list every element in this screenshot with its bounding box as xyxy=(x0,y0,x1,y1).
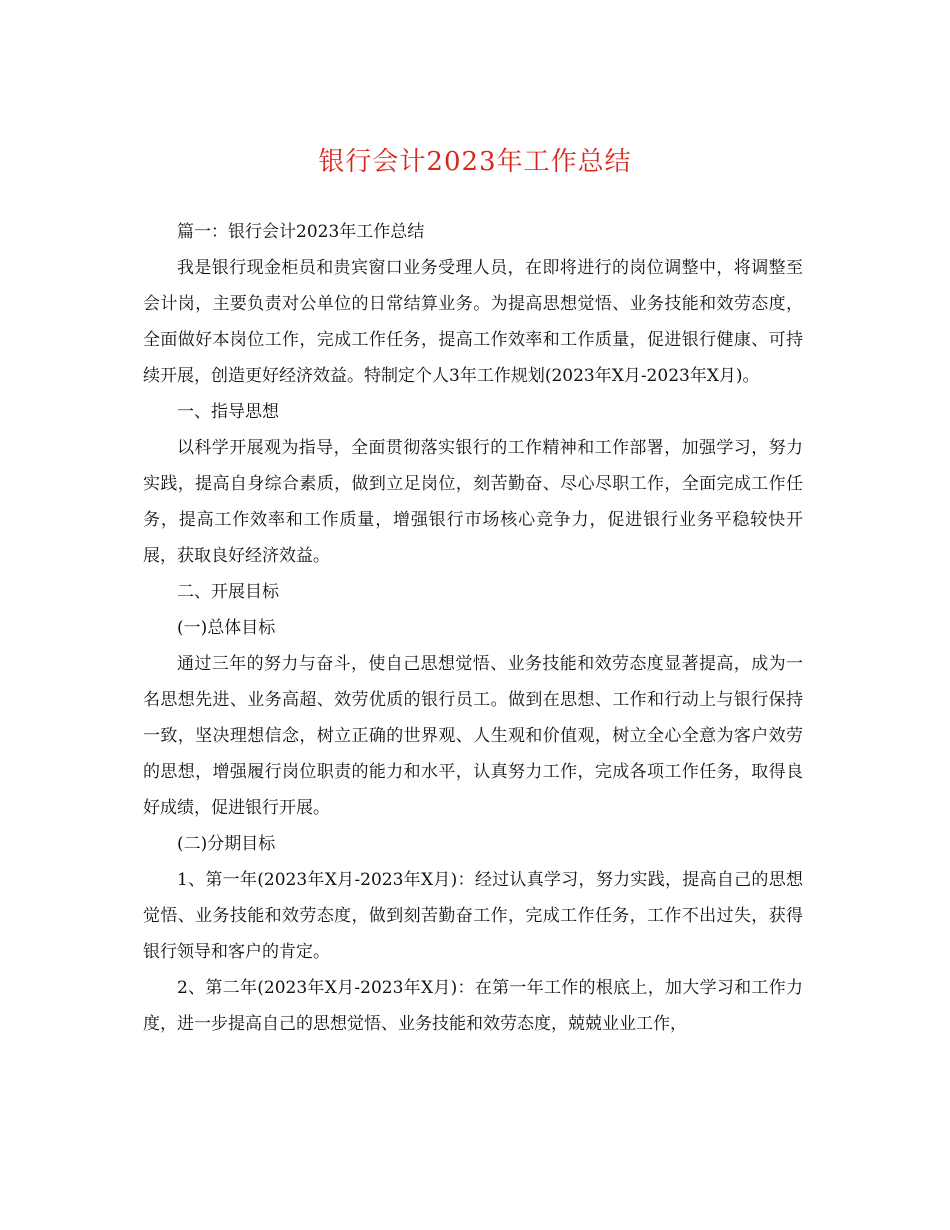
subsection-heading-overall-goal: (一)总体目标 xyxy=(177,618,276,638)
paragraph-year-two: 2、第二年(2023年X月-2023年X月)：在第一年工作的根底上，加大学习和工作力度，进一步提高自己的思想觉悟、业务技能和效劳态度，兢兢业业工作， xyxy=(143,978,803,1034)
paragraph-heading-part-one: 篇一：银行会计2023年工作总结 xyxy=(177,222,425,242)
paragraph-year-one: 1、第一年(2023年X月-2023年X月)：经过认真学习，努力实践，提高自己的思想觉悟、业务技能和效劳态度，做到刻苦勤奋工作，完成工作任务，工作不出过失，获得银行领导和客户的肯定。 xyxy=(143,870,803,962)
subsection-heading-phased-goals: (二)分期目标 xyxy=(177,834,276,854)
document-title: 银行会计2023年工作总结 xyxy=(318,147,632,177)
paragraph-intro: 我是银行现金柜员和贵宾窗口业务受理人员，在即将进行的岗位调整中，将调整至会计岗，主要负责对公单位的日常结算业务。为提高思想觉悟、业务技能和效劳态度，全面做好本岗位工作，完成工作任务，提高工作效率和工作质量，促进银行健康、可持续开展，创造更好经济效益。特制定个人3年工作规划(2023年X月-2023年X月)。 xyxy=(143,258,803,386)
section-heading-guiding-thought: 一、指导思想 xyxy=(177,402,279,422)
section-heading-goals: 二、开展目标 xyxy=(177,582,279,602)
document-body xyxy=(143,214,803,1042)
paragraph-overall-goal: 通过三年的努力与奋斗，使自己思想觉悟、业务技能和效劳态度显著提高，成为一名思想先进、业务高超、效劳优质的银行员工。做到在思想、工作和行动上与银行保持一致，坚决理想信念，树立正确的世界观、人生观和价值观，树立全心全意为客户效劳的思想，增强履行岗位职责的能力和水平，认真努力工作，完成各项工作任务，取得良好成绩，促进银行开展。 xyxy=(143,654,803,818)
paragraph-guiding-thought: 以科学开展观为指导，全面贯彻落实银行的工作精神和工作部署，加强学习，努力实践，提高自身综合素质，做到立足岗位，刻苦勤奋、尽心尽职工作，全面完成工作任务，提高工作效率和工作质量，增强银行市场核心竞争力，促进银行业务平稳较快开展，获取良好经济效益。 xyxy=(143,438,803,566)
